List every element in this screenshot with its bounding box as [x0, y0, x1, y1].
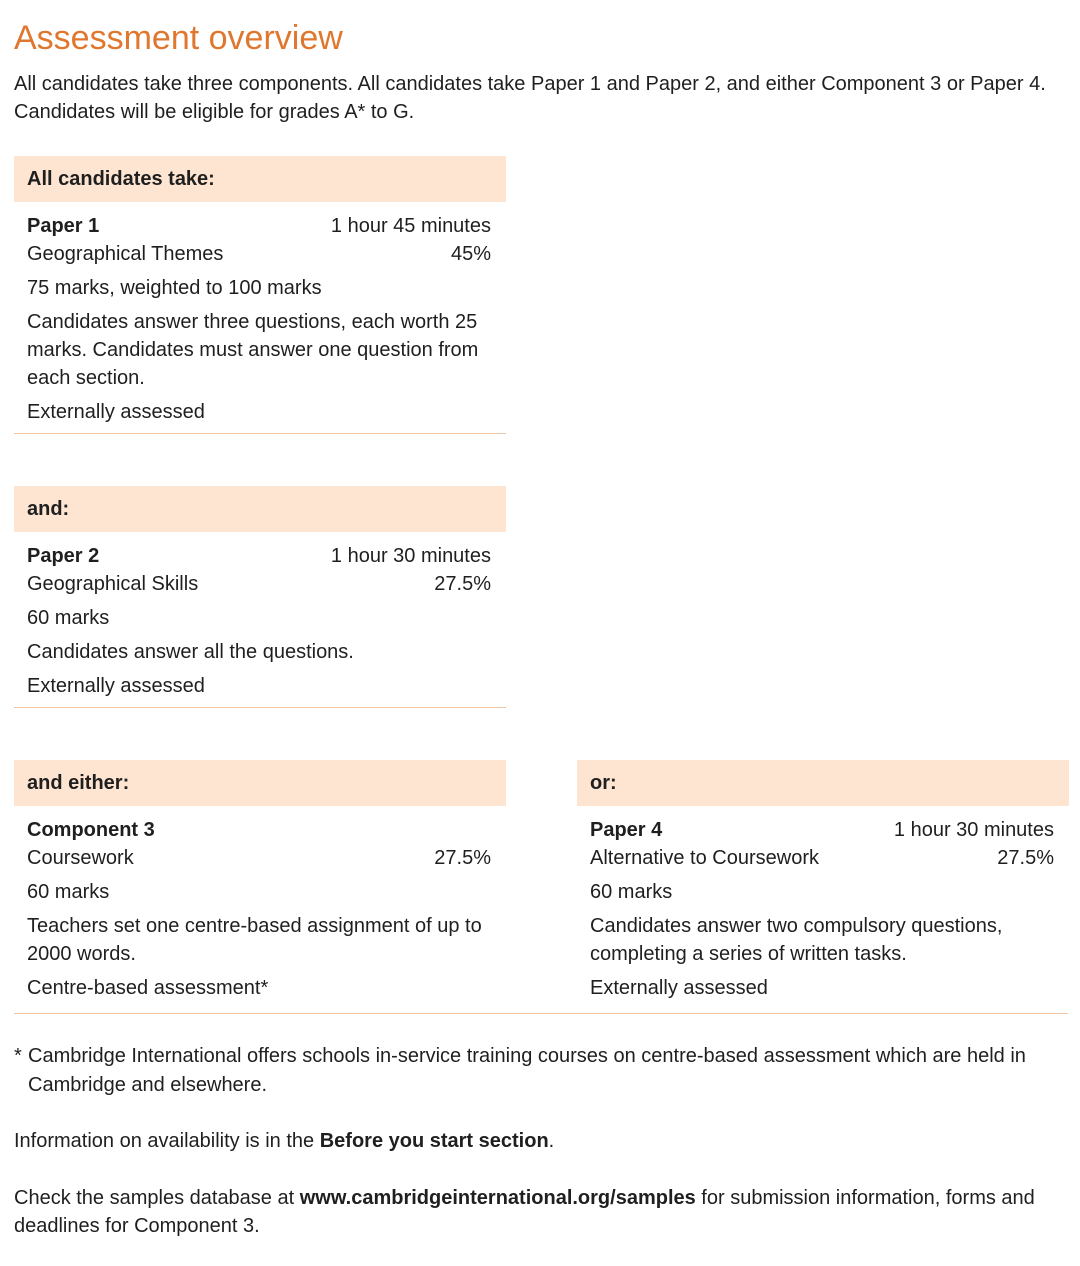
paper1-name: Paper 1: [27, 215, 100, 237]
paper4-assessment: Externally assessed: [590, 977, 768, 999]
availability-link-text: Before you start section: [319, 1130, 549, 1152]
component3-box-body: [14, 806, 506, 1009]
footnote-text: Cambridge International offers schools in-service training courses on centre-based assessment which are held in Cambridge and elsewhere.: [28, 1045, 1026, 1096]
footnote-marker: *: [14, 1045, 22, 1067]
paper4-box-body: [577, 806, 1069, 1009]
paper2-duration: 1 hour 30 minutes: [330, 545, 491, 567]
component3-subtitle-row: [27, 844, 491, 872]
component3-description: Teachers set one centre-based assignment of up to 2000 words.: [27, 915, 482, 965]
paper2-title-row: [27, 542, 491, 570]
bottom-divider: [14, 1013, 1068, 1014]
paper4-marks: 60 marks: [590, 881, 673, 903]
paper4-weight: 27.5%: [997, 847, 1054, 869]
samples-paragraph: [14, 1184, 1054, 1240]
paper2-box: [14, 486, 506, 708]
paper4-description: Candidates answer two compulsory questions, completing a series of written tasks.: [590, 915, 1003, 965]
paper1-box: [14, 156, 506, 434]
paper1-title-row: [27, 212, 491, 240]
paper1-box-body: [14, 202, 506, 434]
component3-box: [14, 760, 506, 1009]
paper2-assessment: Externally assessed: [27, 675, 205, 697]
paper1-box-heading: All candidates take:: [14, 156, 506, 202]
samples-url: www.cambridgeinternational.org/samples: [299, 1187, 696, 1209]
paper2-subtitle: Geographical Skills: [27, 573, 199, 595]
paper2-box-heading: and:: [14, 486, 506, 532]
component3-subtitle: Coursework: [27, 847, 134, 869]
paper1-weight: 45%: [450, 243, 491, 265]
paper4-title-row: [590, 816, 1054, 844]
availability-prefix: Information on availability is in the: [14, 1130, 320, 1152]
paper2-description: Candidates answer all the questions.: [27, 641, 354, 663]
component3-weight: 27.5%: [434, 847, 491, 869]
paper2-marks: 60 marks: [27, 607, 110, 629]
availability-suffix: .: [548, 1130, 555, 1152]
page-title: Assessment overview: [14, 19, 343, 57]
component3-name: Component 3: [27, 819, 155, 841]
footnote: [14, 1042, 1054, 1100]
paper4-duration: 1 hour 30 minutes: [893, 819, 1054, 841]
intro-paragraph: All candidates take three components. All candidates take Paper 1 and Paper 2, and either Component 3 or Paper 4. Candidates will be eligible for grades A* to G.: [14, 73, 1046, 123]
samples-prefix: Check the samples database at: [14, 1187, 300, 1209]
paper1-subtitle: Geographical Themes: [27, 243, 224, 265]
paper4-name: Paper 4: [590, 819, 663, 841]
paper4-subtitle-row: [590, 844, 1054, 872]
paper4-box-heading: or:: [577, 760, 1069, 806]
component3-assessment: Centre-based assessment*: [27, 977, 269, 999]
paper1-assessment: Externally assessed: [27, 401, 205, 423]
availability-paragraph: [14, 1127, 1054, 1155]
paper2-name: Paper 2: [27, 545, 100, 567]
paper2-box-body: [14, 532, 506, 708]
paper1-subtitle-row: [27, 240, 491, 268]
component3-marks: 60 marks: [27, 881, 110, 903]
paper2-subtitle-row: [27, 570, 491, 598]
paper1-marks: 75 marks, weighted to 100 marks: [27, 277, 322, 299]
paper4-box: [577, 760, 1069, 1009]
component3-box-heading: and either:: [14, 760, 506, 806]
paper1-description: Candidates answer three questions, each worth 25 marks. Candidates must answer one question from each section.: [27, 311, 479, 389]
paper1-duration: 1 hour 45 minutes: [330, 215, 491, 237]
component3-title-row: [27, 816, 491, 844]
paper4-subtitle: Alternative to Coursework: [590, 847, 819, 869]
samples-suffix: for submission information, forms and deadlines for Component 3.: [14, 1187, 1035, 1237]
paper2-weight: 27.5%: [434, 573, 491, 595]
